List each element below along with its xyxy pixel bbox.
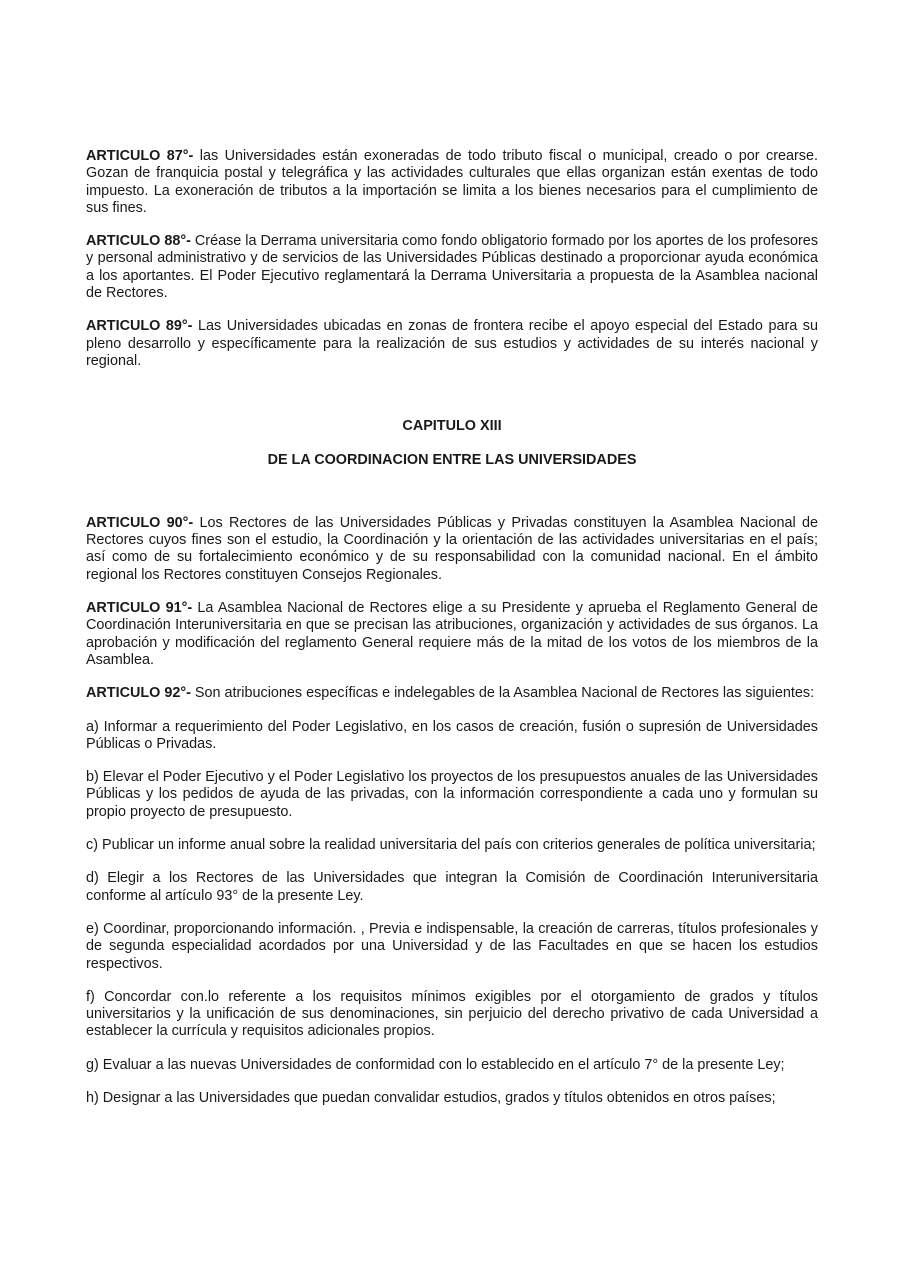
article-90: [86, 515, 818, 584]
article-text: Los Rectores de las Universidades Públicas y Privadas constituyen la Asamblea Nacional de Rectores cuyos fines son el estudio, la Coordinación y la orientación de las actividades universitarias en el país; así como de su fortalecimiento económico y de su responsabilidad con la comunidad nacional. En el ámbito regional los Rectores constituyen Consejos Regionales.: [86, 514, 818, 583]
article-text: Créase la Derrama universitaria como fondo obligatorio formado por los aportes de los profesores y personal administrativo y de servicios de las Universidades Públicas destinado a proporcionar ayuda económica a los aportantes. El Poder Ejecutivo reglamentará la Derrama Universitaria a propuesta de la Asamblea nacional de Rectores.: [86, 233, 819, 302]
list-item-c: c) Publicar un informe anual sobre la realidad universitaria del país con criterios generales de política universitaria;: [86, 837, 816, 854]
list-item-b: b) Elevar el Poder Ejecutivo y el Poder Legislativo los proyectos de los presupuestos anuales de las Universidades Públicas y los pedidos de ayuda de las privadas, con la información correspondiente a cada uno y formulan su propio proyecto de presupuesto.: [86, 769, 818, 820]
list-item-d: d) Elegir a los Rectores de las Universidades que integran la Comisión de Coordinación Interuniversitaria conforme al artículo 93° de la presente Ley.: [86, 870, 818, 904]
article-label: ARTICULO 88°-: [86, 233, 191, 250]
article-label: ARTICULO 92°-: [86, 685, 191, 702]
article-87: [86, 148, 818, 217]
chapter-heading: [86, 418, 818, 469]
article-text: Las Universidades ubicadas en zonas de frontera recibe el apoyo especial del Estado para su pleno desarrollo y específicamente para la realización de sus estudios y actividades de su interés nacional y regional.: [86, 318, 818, 369]
article-88: [86, 233, 818, 302]
article-text: las Universidades están exoneradas de todo tributo fiscal o municipal, creado o por crearse. Gozan de franquicia postal y telegráfica y las actividades culturales que ellas organizan están exentas de todo impuesto. La exoneración de tributos a la importación se limita a los bienes necesarios para el cumplimiento de sus fines.: [86, 148, 818, 216]
article-label: ARTICULO 89°-: [86, 318, 193, 335]
chapter-number: CAPITULO XIII: [402, 418, 502, 435]
article-label: ARTICULO 91°-: [86, 600, 193, 617]
list-item-f: f) Concordar con.lo referente a los requisitos mínimos exigibles por el otorgamiento de grados y títulos universitarios y la unificación de sus denominaciones, sin perjuicio del derecho privativo de cada Universidad a establecer la currícula y requisitos adicionales propios.: [86, 988, 818, 1040]
article-91: [86, 600, 818, 669]
article-label: ARTICULO 87°-: [86, 148, 194, 164]
list-item-g: g) Evaluar a las nuevas Universidades de conformidad con lo establecido en el artículo 7° de la presente Ley;: [86, 1056, 785, 1073]
article-89: [86, 318, 818, 370]
list-item-h: h) Designar a las Universidades que puedan convalidar estudios, grados y títulos obtenidos en otros países;: [86, 1089, 776, 1106]
article-text: Son atribuciones específicas e indelegables de la Asamblea Nacional de Rectores las siguientes:: [190, 685, 815, 702]
article-text: La Asamblea Nacional de Rectores elige a su Presidente y aprueba el Reglamento General de Coordinación Interuniversitaria en que se precisan las atribuciones, organización y actividades de sus órganos. La aprobación y modificación del reglamento General requiere más de la mitad de los votos de los miembros de la Asamblea.: [86, 600, 818, 668]
list-item-e: e) Coordinar, proporcionando información. , Previa e indispensable, la creación de carreras, títulos profesionales y de segunda especialidad acordados por una Universidad y de las Facultades en que se hacen los estudios respectivos.: [86, 920, 818, 972]
list-item-a: a) Informar a requerimiento del Poder Legislativo, en los casos de creación, fusión o supresión de Universidades Públicas o Privadas.: [86, 718, 818, 752]
chapter-title: DE LA COORDINACION ENTRE LAS UNIVERSIDADES: [267, 451, 637, 468]
article-label: ARTICULO 90°-: [86, 514, 194, 531]
article-92: [86, 685, 818, 702]
document-page: [86, 148, 818, 1123]
